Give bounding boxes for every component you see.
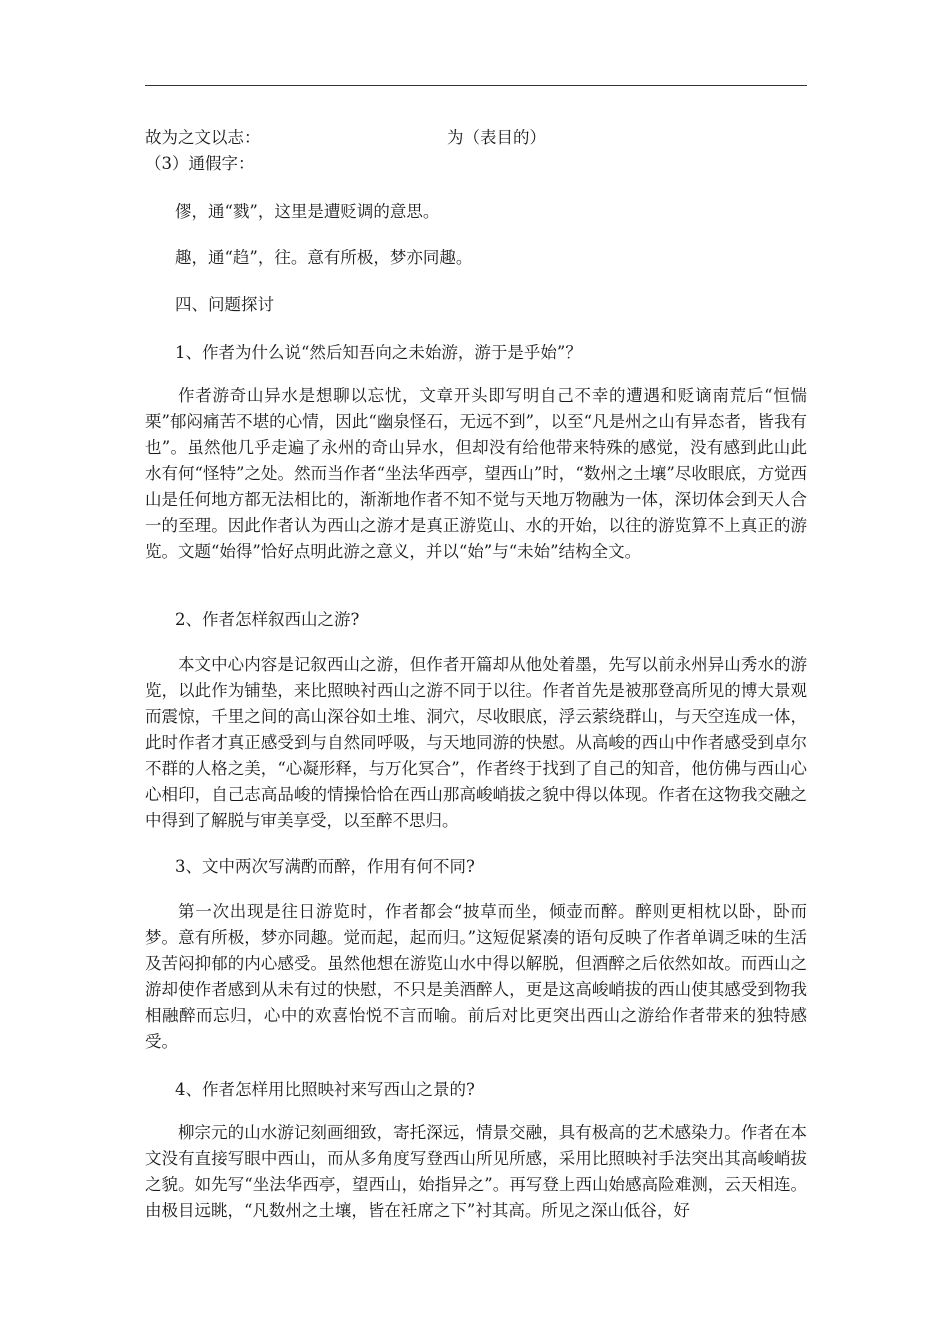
question-4: 4、作者怎样用比照映衬来写西山之景的? bbox=[175, 1080, 475, 1099]
answer-3: 第一次出现是往日游览时，作者都会“披草而坐，倾壶而醉。醉则更相枕以卧，卧而梦。意有所极，梦亦同趣。觉而起，起而归。”这短促紧凑的语句反映了作者单调乏味的生活及苦闷抑郁的内心感受。虽然他想在游览山水中得以解脱，但酒醉之后依然如故。而西山之游却使作者感到从未有过的快慰，不只是美酒醉人，更是这高峻峭拔的西山使其感受到物我相融醉而忘归，心中的欢喜怡悦不言而喻。前后对比更突出西山之游给作者带来的独特感受。 bbox=[145, 902, 807, 1051]
text-line-2: （3）通假字： bbox=[145, 154, 255, 173]
answer-4: 柳宗元的山水游记刻画细致，寄托深远，情景交融，具有极高的艺术感染力。作者在本文没有直接写眼中西山，而从多角度写登西山所见所感，采用比照映衬手法突出其高峻峭拔之貌。如先写“坐法华西亭，望西山，始指异之”。再写登上西山始感高险难测，云天相连。由极目远眺，“凡数州之土壤，皆在衽席之下”衬其高。所见之深山低谷，好 bbox=[145, 1123, 807, 1220]
text-line-3: 僇，通“戮”，这里是遭贬调的意思。 bbox=[175, 202, 440, 221]
text-line-1-left: 故为之文以志： bbox=[145, 128, 261, 147]
header-rule bbox=[145, 85, 807, 86]
text-line-4: 趣，通“趋”，往。意有所极，梦亦同趣。 bbox=[175, 248, 473, 267]
answer-2: 本文中心内容是记叙西山之游，但作者开篇却从他处着墨，先写以前永州异山秀水的游览，以此作为铺垫，来比照映衬西山之游不同于以往。作者首先是被那登高所见的博大景观而震惊，千里之间的高山深谷如土堆、洞穴，尽收眼底，浮云萦绕群山，与天空连成一体，此时作者才真正感受到与自然同呼吸，与天地同游的快慰。从高峻的西山中作者感受到卓尔不群的人格之美，“心凝形释，与万化冥合”，作者终于找到了自己的知音，他仿佛与西山心心相印，自己志高品峻的情操恰恰在西山那高峻峭拔之貌中得以体现。作者在这物我交融之中得到了解脱与审美享受，以至醉不思归。 bbox=[145, 655, 807, 830]
question-3: 3、文中两次写满酌而醉，作用有何不同? bbox=[175, 857, 475, 876]
question-1: 1、作者为什么说“然后知吾向之未始游，游于是乎始”？ bbox=[175, 343, 582, 362]
text-line-1-right: 为（表目的） bbox=[447, 128, 546, 147]
section-heading: 四、问题探讨 bbox=[175, 295, 274, 314]
answer-1: 作者游奇山异水是想聊以忘忧，文章开头即写明自己不幸的遭遇和贬谪南荒后“恒惴栗”郁闷痛苦不堪的心情，因此“幽泉怪石，无远不到”，以至“凡是州之山有异态者，皆我有也”。虽然他几乎走遍了永州的奇山异水，但却没有给他带来特殊的感觉，没有感到此山此水有何“怪特”之处。然而当作者“坐法华西亭，望西山”时，“数州之土壤”尽收眼底，方觉西山是任何地方都无法相比的，渐渐地作者不知不觉与天地万物融为一体，深切体会到天人合一的至理。因此作者认为西山之游才是真正游览山、水的开始，以往的游览算不上真正的游览。文题“始得”恰好点明此游之意义，并以“始”与“未始”结构全文。 bbox=[145, 386, 807, 561]
question-2: 2、作者怎样叙西山之游? bbox=[175, 610, 360, 629]
